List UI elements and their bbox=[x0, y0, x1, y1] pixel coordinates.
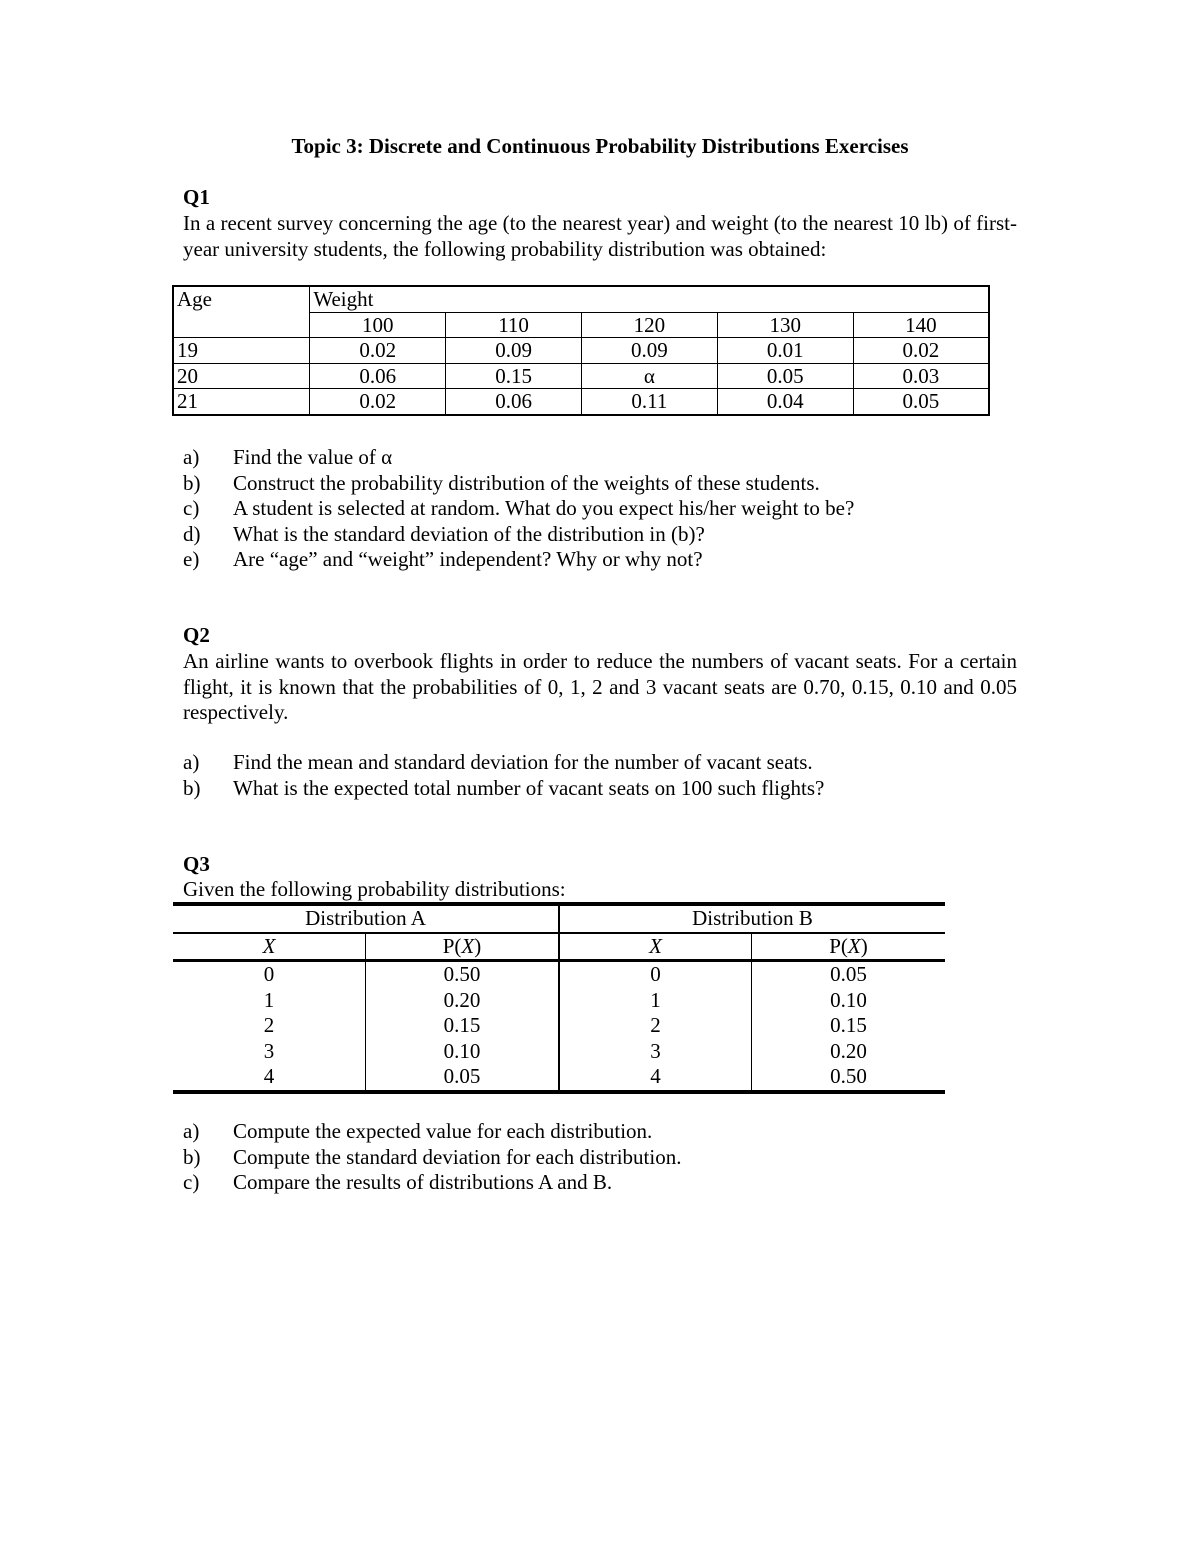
list-item bbox=[183, 496, 1017, 522]
table-row bbox=[173, 988, 945, 1014]
prob-cell: 0.05 bbox=[717, 363, 853, 389]
pa-cell: 0.50 bbox=[365, 961, 559, 988]
weight-col: 140 bbox=[853, 312, 989, 338]
xb-cell: 0 bbox=[559, 961, 751, 988]
page-title: Topic 3: Discrete and Continuous Probability Distributions Exercises bbox=[291, 134, 909, 158]
table-row bbox=[173, 389, 989, 415]
prob-cell: 0.01 bbox=[717, 338, 853, 364]
prob-cell: 0.03 bbox=[853, 363, 989, 389]
age-cell: 19 bbox=[173, 338, 310, 364]
x-header: X bbox=[559, 933, 751, 961]
item-text: Find the value of α bbox=[233, 445, 393, 469]
q2-heading: Q2 bbox=[183, 623, 210, 647]
xb-cell: 1 bbox=[559, 988, 751, 1014]
list-item bbox=[183, 750, 1017, 776]
item-text: Compare the results of distributions A and B. bbox=[233, 1170, 613, 1194]
table-row bbox=[173, 363, 989, 389]
xa-cell: 3 bbox=[173, 1039, 365, 1065]
prob-cell: 0.06 bbox=[310, 363, 446, 389]
age-cell: 21 bbox=[173, 389, 310, 415]
prob-cell: 0.06 bbox=[446, 389, 582, 415]
item-text: Are “age” and “weight” independent? Why or why not? bbox=[233, 547, 703, 571]
xb-cell: 4 bbox=[559, 1064, 751, 1092]
pa-cell: 0.10 bbox=[365, 1039, 559, 1065]
weight-col: 130 bbox=[717, 312, 853, 338]
prob-cell: 0.11 bbox=[581, 389, 717, 415]
prob-cell: 0.09 bbox=[446, 338, 582, 364]
item-label: a) bbox=[183, 750, 200, 774]
list-item bbox=[183, 471, 1017, 497]
prob-cell: 0.04 bbox=[717, 389, 853, 415]
age-header: Age bbox=[173, 286, 310, 338]
table-row bbox=[173, 1013, 945, 1039]
xb-cell: 3 bbox=[559, 1039, 751, 1065]
weight-col: 110 bbox=[446, 312, 582, 338]
xa-cell: 0 bbox=[173, 961, 365, 988]
list-item bbox=[183, 776, 1017, 802]
pb-cell: 0.50 bbox=[751, 1064, 945, 1092]
pb-cell: 0.20 bbox=[830, 1038, 867, 1063]
q1-table bbox=[172, 285, 990, 416]
q3-intro: Given the following probability distributions: bbox=[183, 877, 566, 901]
item-text: Compute the expected value for each distribution. bbox=[233, 1119, 653, 1143]
item-label: c) bbox=[183, 496, 200, 520]
q2-intro: An airline wants to overbook flights in order to reduce the numbers of vacant seats. For a certain flight, it is known that the probabilities of 0, 1, 2 and 3 vacant seats are 0.70, 0.15, 0.10 and 0.05 respectively. bbox=[183, 649, 1017, 724]
prob-cell: 0.02 bbox=[310, 389, 446, 415]
prob-cell: 0.02 bbox=[310, 338, 446, 364]
list-item bbox=[183, 1170, 1017, 1196]
prob-cell: α bbox=[581, 363, 717, 389]
item-label: b) bbox=[183, 775, 201, 800]
list-item bbox=[183, 547, 1017, 573]
item-text: What is the standard deviation of the distribution in (b)? bbox=[233, 521, 705, 546]
dist-b-header: Distribution B bbox=[559, 904, 945, 933]
list-item bbox=[183, 1145, 1017, 1171]
item-label: e) bbox=[183, 547, 200, 571]
prob-cell: 0.02 bbox=[853, 338, 989, 364]
pb-cell: 0.15 bbox=[830, 1013, 867, 1037]
item-text: Construct the probability distribution of the weights of these students. bbox=[233, 470, 820, 495]
item-text: What is the expected total number of vacant seats on 100 such flights? bbox=[233, 775, 825, 800]
xb-cell: 2 bbox=[559, 1013, 751, 1039]
prob-cell: 0.15 bbox=[446, 363, 582, 389]
pb-cell: 0.05 bbox=[830, 962, 867, 986]
pa-cell: 0.15 bbox=[365, 1013, 559, 1039]
xa-cell: 4 bbox=[173, 1064, 365, 1092]
dist-a-header: Distribution A bbox=[173, 904, 559, 933]
item-text: Compute the standard deviation for each distribution. bbox=[233, 1144, 682, 1169]
x-header: X bbox=[173, 933, 365, 961]
px-header: P(X) bbox=[365, 933, 559, 961]
xa-cell: 1 bbox=[173, 988, 365, 1014]
item-text: A student is selected at random. What do you expect his/her weight to be? bbox=[233, 496, 855, 520]
q1-intro: In a recent survey concerning the age (to the nearest year) and weight (to the nearest 10 lb) of first-year university students, the following probability distribution was obtained: bbox=[183, 211, 1017, 261]
weight-col: 120 bbox=[581, 312, 717, 338]
item-label: d) bbox=[183, 521, 201, 546]
table-row bbox=[173, 1039, 945, 1065]
table-row bbox=[173, 338, 989, 364]
q3-table bbox=[173, 902, 945, 1094]
px-header: P(X) bbox=[751, 933, 945, 961]
pb-cell: 0.10 bbox=[830, 987, 867, 1012]
table-row bbox=[173, 1064, 945, 1092]
xa-cell: 2 bbox=[173, 1013, 365, 1039]
pa-cell: 0.05 bbox=[365, 1064, 559, 1092]
item-label: b) bbox=[183, 470, 201, 495]
item-label: b) bbox=[183, 1144, 201, 1169]
prob-cell: 0.05 bbox=[853, 389, 989, 415]
weight-col: 100 bbox=[310, 312, 446, 338]
prob-cell: 0.09 bbox=[581, 338, 717, 364]
q3-heading: Q3 bbox=[183, 852, 210, 876]
age-cell: 20 bbox=[173, 363, 310, 389]
item-label: c) bbox=[183, 1170, 200, 1194]
item-text: Find the mean and standard deviation for the number of vacant seats. bbox=[233, 750, 813, 774]
item-label: a) bbox=[183, 1119, 200, 1143]
item-label: a) bbox=[183, 445, 200, 469]
list-item bbox=[183, 1119, 1017, 1145]
table-row bbox=[173, 961, 945, 988]
pa-cell: 0.20 bbox=[365, 988, 559, 1014]
list-item bbox=[183, 522, 1017, 548]
weight-header: Weight bbox=[310, 286, 989, 312]
q1-heading: Q1 bbox=[183, 185, 210, 209]
list-item bbox=[183, 445, 1017, 471]
